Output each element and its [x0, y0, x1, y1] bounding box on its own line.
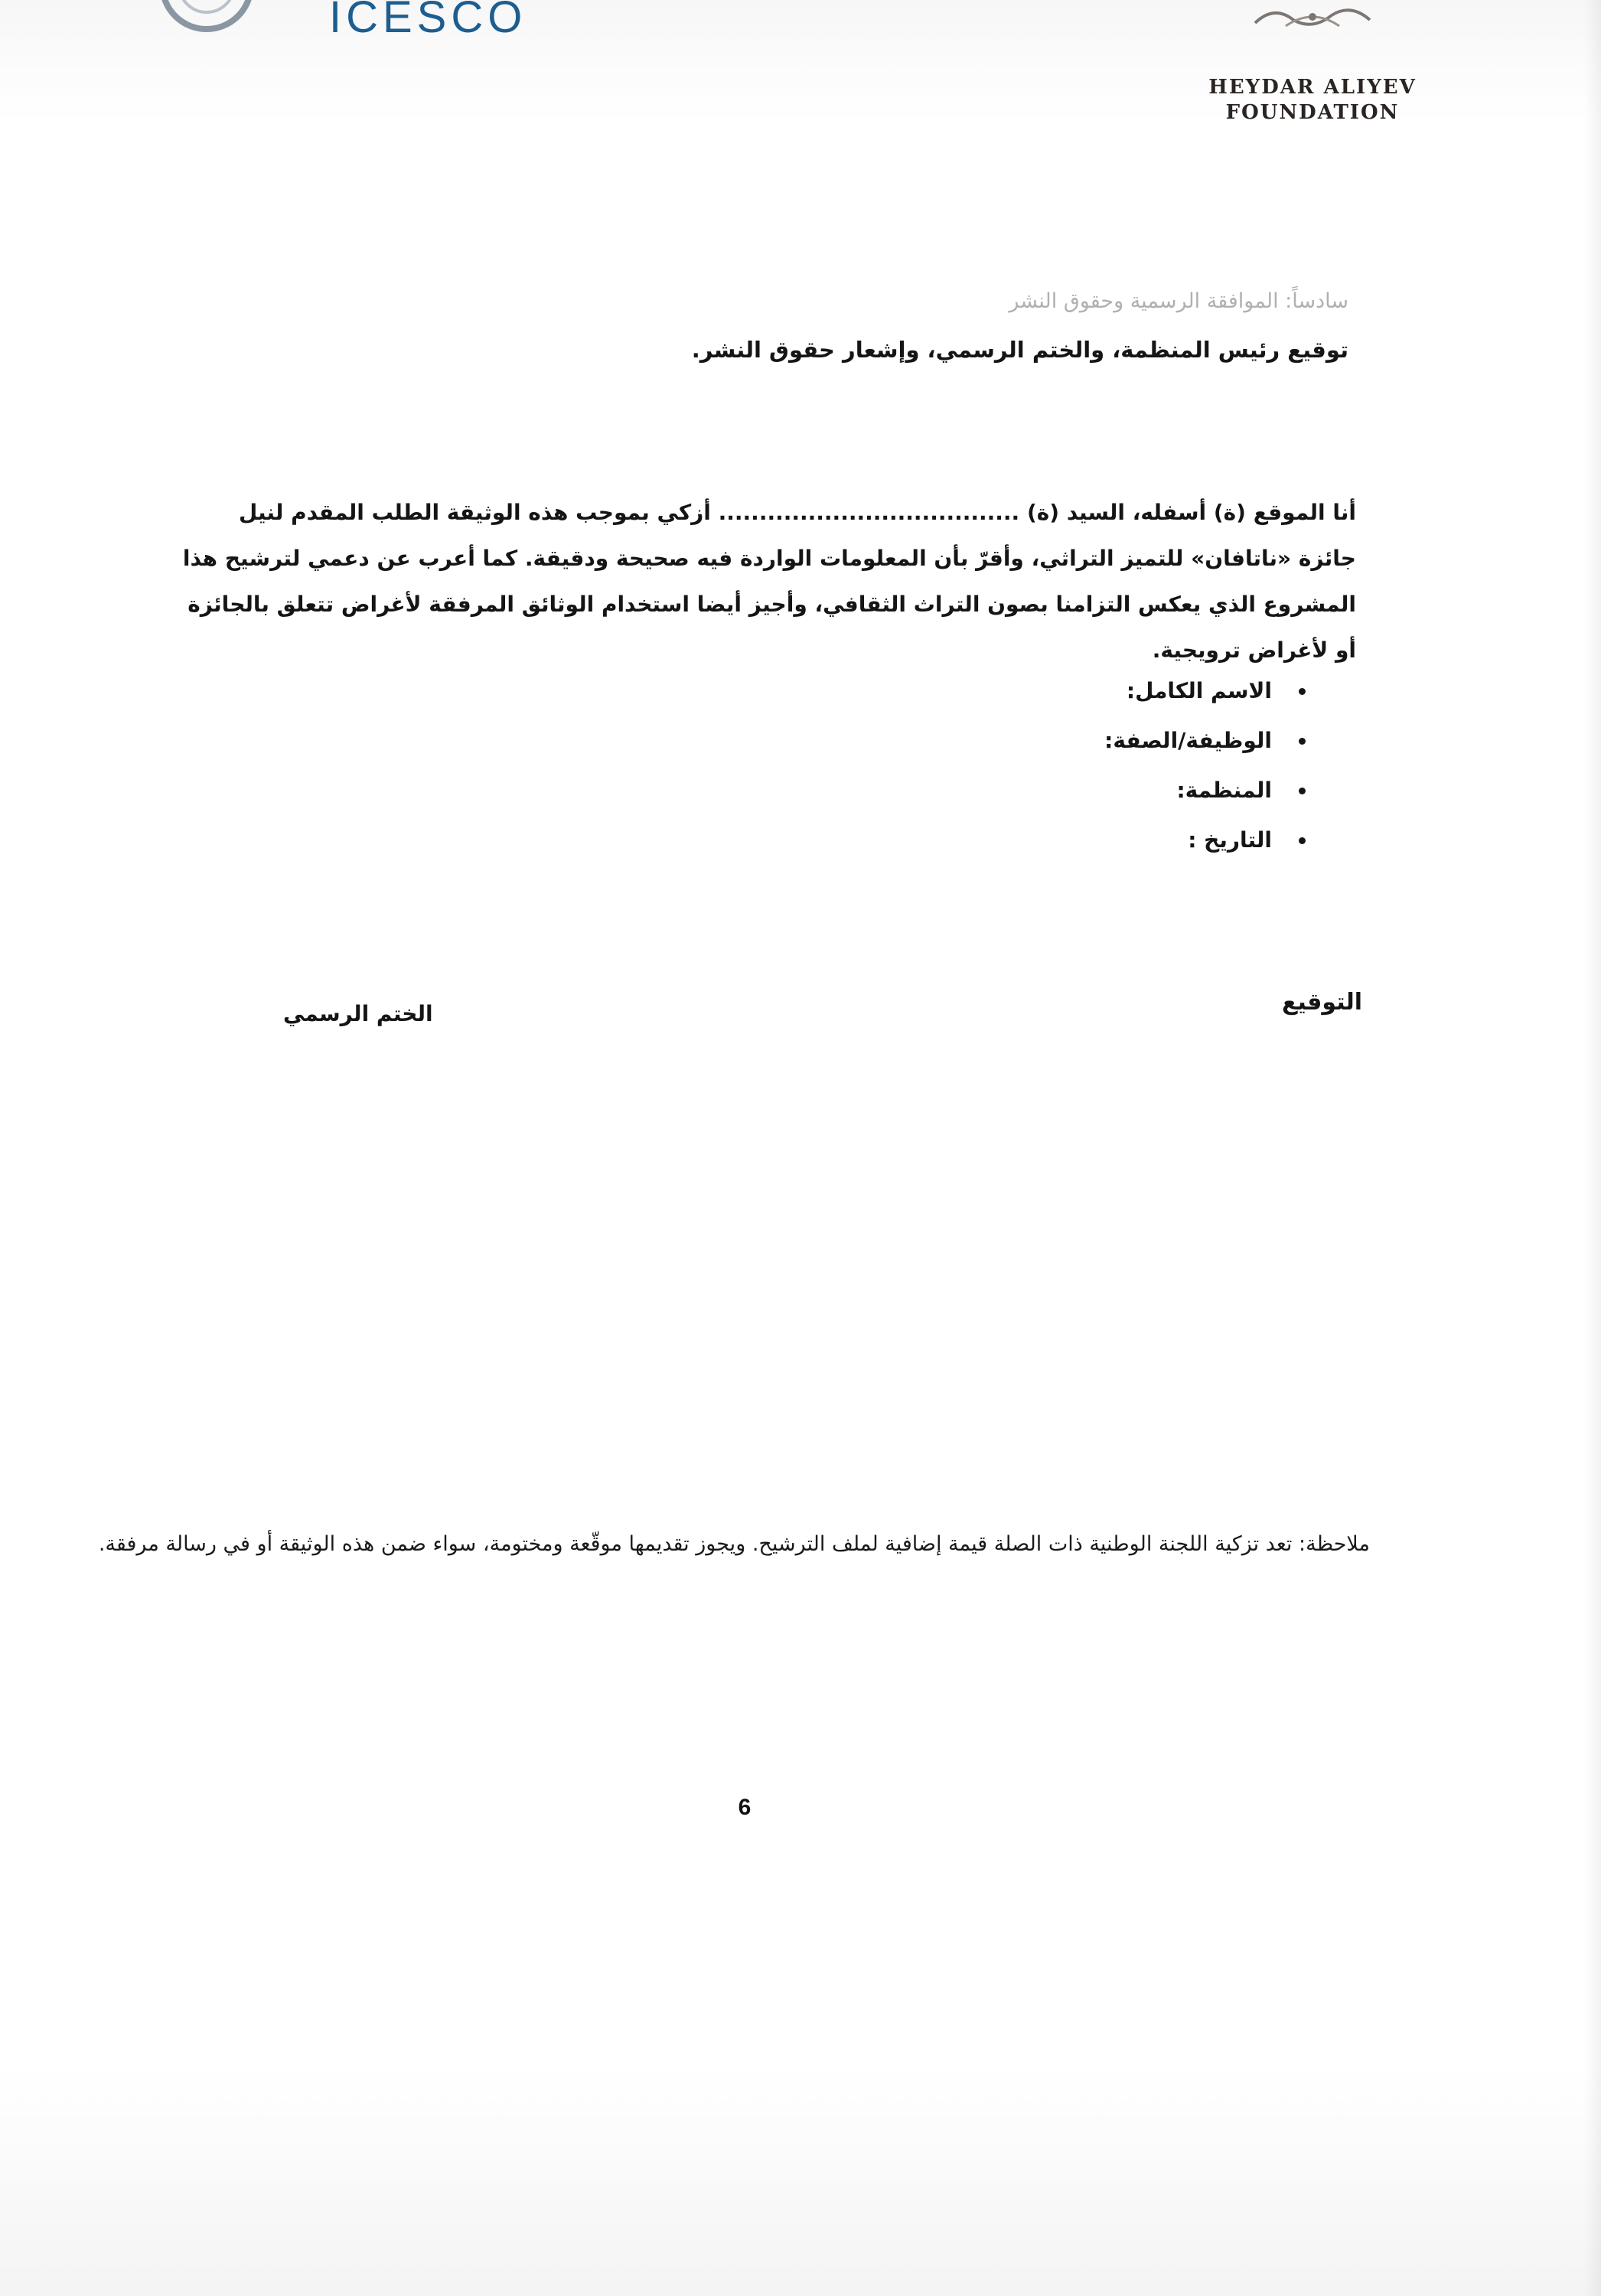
logo-line-1: HEYDAR ALIYEV	[1208, 76, 1417, 99]
logo-line-2: FOUNDATION	[1225, 101, 1400, 124]
field-full-name: • الاسم الكامل:	[752, 666, 1287, 716]
signatory-fields-list	[752, 666, 1318, 865]
heydar-aliyev-logo-text	[1163, 75, 1462, 126]
section-heading: سادساً: الموافقة الرسمية وحقوق النشر	[1009, 289, 1348, 313]
field-position: • الوظيفة/الصفة:	[752, 716, 1287, 765]
official-seal-label: الختم الرسمي	[283, 1001, 433, 1026]
section-subheading: توقيع رئيس المنظمة، والختم الرسمي، وإشعار حقوق النشر.	[691, 337, 1348, 363]
icesco-emblem-icon	[153, 0, 260, 38]
field-date: • التاريخ :	[752, 815, 1287, 865]
page-edge-shadow	[1584, 0, 1601, 2296]
icesco-logo-text: ICESCO	[329, 0, 527, 42]
signature-label: التوقيع	[1282, 989, 1362, 1016]
note-paragraph: ملاحظة: تعد تزكية اللجنة الوطنية ذات الصلة قيمة إضافية لملف الترشيح. ويجوز تقديمها موقّعة ومختومة، سواء ضمن هذه الوثيقة أو في رسالة مرفقة.	[98, 1532, 1370, 1556]
declaration-paragraph: أنا الموقع (ة) أسفله، السيد (ة) ..................................... أزكي بموجب هذه الوثيقة الطلب المقدم لنيل جائزة «ناتافان» للتميز التراثي، وأقرّ بأن المعلومات الواردة فيه صحيحة ودقيقة. كما أعرب عن دعمي لترشيح هذا المشروع الذي يعكس التزامنا بصون التراث الثقافي، وأجيز أيضا استخدام الوثائق المرفقة لأغراض تتعلق بالجائزة أو لأغراض ترويجية.	[182, 500, 1356, 663]
heydar-aliyev-emblem-icon	[1240, 0, 1385, 35]
field-organization: • المنظمة:	[752, 765, 1287, 815]
page-number: 6	[738, 1795, 752, 1820]
